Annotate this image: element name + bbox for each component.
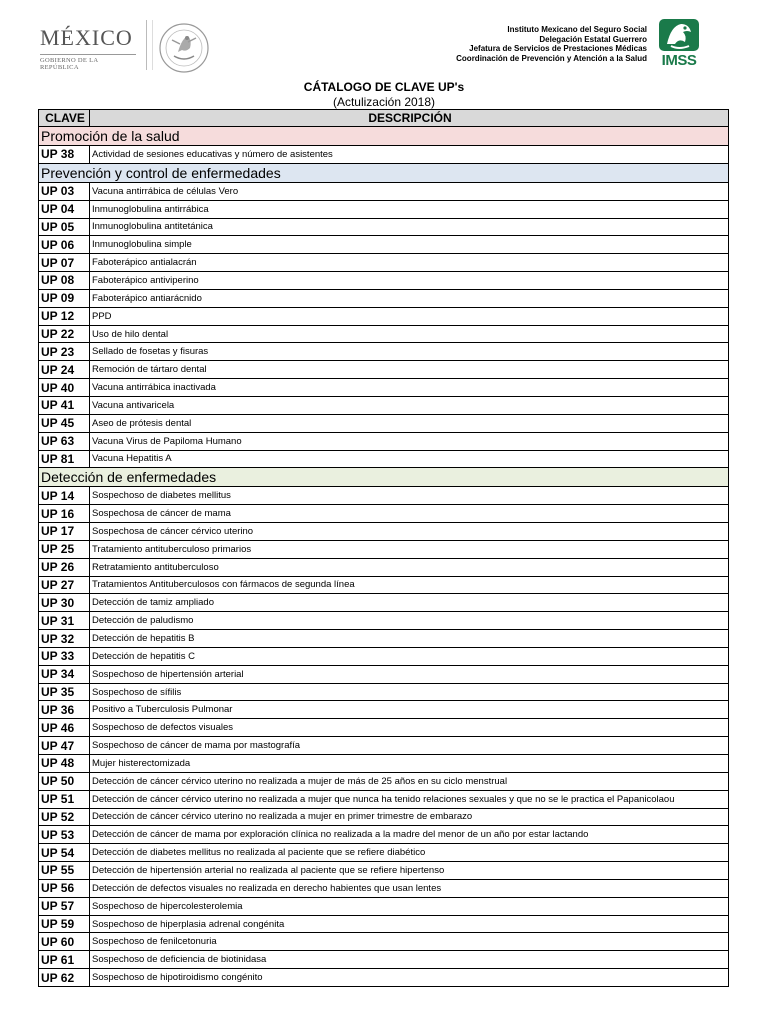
descripcion-cell: Faboterápico antialacrán [90,254,729,272]
descripcion-cell: Sospechoso de fenilcetonuria [90,933,729,951]
clave-cell: UP 17 [39,523,90,541]
clave-cell: UP 50 [39,772,90,790]
institute-line: Instituto Mexicano del Seguro Social [507,25,647,34]
clave-cell: UP 52 [39,808,90,826]
table-row [39,862,729,880]
descripcion-cell: Sospechoso de hipercolesterolemia [90,897,729,915]
table-row [39,808,729,826]
clave-cell: UP 47 [39,737,90,755]
clave-cell: UP 23 [39,343,90,361]
descripcion-cell: Detección de hepatitis B [90,630,729,648]
clave-cell: UP 25 [39,540,90,558]
descripcion-cell: Mujer histerectomizada [90,755,729,773]
clave-cell: UP 48 [39,755,90,773]
clave-cell: UP 12 [39,307,90,325]
mexico-wordmark: MÉXICO [40,25,133,50]
descripcion-cell: Detección de tamiz ampliado [90,594,729,612]
clave-cell: UP 30 [39,594,90,612]
table-body [39,127,729,987]
table-row [39,523,729,541]
table-row [39,701,729,719]
table-row [39,307,729,325]
clave-cell: UP 53 [39,826,90,844]
table-row [39,915,729,933]
descripcion-cell: Vacuna Hepatitis A [90,450,729,468]
table-row [39,379,729,397]
clave-cell: UP 54 [39,844,90,862]
descripcion-cell: Uso de hilo dental [90,325,729,343]
descripcion-cell: Sospechoso de cáncer de mama por mastografía [90,737,729,755]
institute-line: Coordinación de Prevención y Atención a la Salud [456,53,647,63]
clave-cell: UP 14 [39,487,90,505]
clave-cell: UP 41 [39,396,90,414]
descripcion-cell: Detección de cáncer cérvico uterino no realizada a mujer de más de 25 años en su ciclo menstrual [90,772,729,790]
table-row [39,755,729,773]
institute-line: Jefatura de Servicios de Prestaciones Médicas [469,44,647,53]
clave-cell: UP 56 [39,879,90,897]
table-row [39,343,729,361]
clave-cell: UP 40 [39,379,90,397]
table-row [39,647,729,665]
descripcion-cell: Vacuna antivaricela [90,396,729,414]
descripcion-cell: Tratamiento antituberculoso primarios [90,540,729,558]
descripcion-cell: Sospechoso de hiperplasia adrenal congénita [90,915,729,933]
institute-text-block [456,25,647,63]
clave-cell: UP 55 [39,862,90,880]
table-row [39,558,729,576]
table-row [39,254,729,272]
clave-cell: UP 62 [39,969,90,987]
gobierno-mexico-logo [40,26,136,71]
table-row [39,200,729,218]
table-row [39,826,729,844]
descripcion-cell: Inmunoglobulina simple [90,236,729,254]
descripcion-cell: Sospechosa de cáncer de mama [90,505,729,523]
clave-cell: UP 60 [39,933,90,951]
table-row [39,576,729,594]
descripcion-cell: Sospechoso de deficiencia de biotinidasa [90,951,729,969]
table-header-row [39,110,729,127]
descripcion-cell: Vacuna antirrábica inactivada [90,379,729,397]
descripcion-cell: Inmunoglobulina antitetánica [90,218,729,236]
clave-cell: UP 24 [39,361,90,379]
clave-cell: UP 38 [39,146,90,164]
mexico-subtitle: GOBIERNO DE LA REPÚBLICA [40,54,136,71]
table-row [39,487,729,505]
table-row [39,594,729,612]
descripcion-cell: Remoción de tártaro dental [90,361,729,379]
table-row [39,665,729,683]
clave-cell: UP 45 [39,414,90,432]
table-row [39,146,729,164]
descripcion-cell: Sospechoso de hipotiroidismo congénito [90,969,729,987]
section-header-row [39,163,729,182]
table-row [39,844,729,862]
clave-cell: UP 57 [39,897,90,915]
clave-cell: UP 61 [39,951,90,969]
document-title: CÁTALOGO DE CLAVE UP's [303,80,465,94]
table-row [39,737,729,755]
table-row [39,325,729,343]
descripcion-cell: Tratamientos Antituberculosos con fármacos de segunda línea [90,576,729,594]
table-row [39,414,729,432]
table-row [39,182,729,200]
clave-cell: UP 63 [39,432,90,450]
clave-cell: UP 08 [39,272,90,290]
table-row [39,772,729,790]
table-row [39,719,729,737]
clave-cell: UP 03 [39,182,90,200]
clave-cell: UP 09 [39,289,90,307]
descripcion-cell: Vacuna Virus de Papiloma Humano [90,432,729,450]
descripcion-cell: Sellado de fosetas y fisuras [90,343,729,361]
descripcion-cell: Retratamiento antituberculoso [90,558,729,576]
clave-cell: UP 27 [39,576,90,594]
descripcion-cell: Detección de cáncer cérvico uterino no realizada a mujer que nunca ha tenido relaciones sexuales y que no se le practica el Papanicolaou [90,790,729,808]
descripcion-cell: Aseo de prótesis dental [90,414,729,432]
table-row [39,505,729,523]
section-title: Prevención y control de enfermedades [39,163,729,182]
descripcion-cell: Detección de hipertensión arterial no realizada al paciente que se refiere hipertenso [90,862,729,880]
table-row [39,951,729,969]
clave-cell: UP 07 [39,254,90,272]
table-row [39,630,729,648]
header-divider [146,20,147,70]
clave-cell: UP 59 [39,915,90,933]
table-row [39,218,729,236]
descripcion-cell: PPD [90,307,729,325]
descripcion-cell: Actividad de sesiones educativas y número de asistentes [90,146,729,164]
clave-cell: UP 06 [39,236,90,254]
descripcion-cell: Faboterápico antiarácnido [90,289,729,307]
clave-cell: UP 46 [39,719,90,737]
table-row [39,683,729,701]
section-title: Detección de enfermedades [39,468,729,487]
national-seal-icon [158,22,210,74]
descripcion-cell: Detección de cáncer cérvico uterino no realizada a mujer en primer trimestre de embarazo [90,808,729,826]
descripcion-cell: Positivo a Tuberculosis Pulmonar [90,701,729,719]
table-row [39,450,729,468]
table-row [39,790,729,808]
section-header-row [39,127,729,146]
clave-cell: UP 36 [39,701,90,719]
catalog-table [38,109,729,987]
clave-cell: UP 05 [39,218,90,236]
column-header-clave: CLAVE [39,110,90,127]
descripcion-cell: Detección de paludismo [90,612,729,630]
clave-cell: UP 31 [39,612,90,630]
descripcion-cell: Faboterápico antiviperino [90,272,729,290]
table-row [39,540,729,558]
section-header-row [39,468,729,487]
imss-wordmark: IMSS [661,52,697,69]
header-divider-light [152,20,153,70]
table-row [39,933,729,951]
table-row [39,612,729,630]
descripcion-cell: Vacuna antirrábica de células Vero [90,182,729,200]
section-title: Promoción de la salud [39,127,729,146]
descripcion-cell: Sospechoso de defectos visuales [90,719,729,737]
clave-cell: UP 35 [39,683,90,701]
descripcion-cell: Detección de cáncer de mama por exploración clínica no realizada a la madre del menor de un año por estar lactando [90,826,729,844]
clave-cell: UP 32 [39,630,90,648]
table-row [39,361,729,379]
descripcion-cell: Detección de defectos visuales no realizada en derecho habientes que usan lentes [90,879,729,897]
descripcion-cell: Sospechoso de diabetes mellitus [90,487,729,505]
descripcion-cell: Sospechoso de sífilis [90,683,729,701]
clave-cell: UP 33 [39,647,90,665]
clave-cell: UP 34 [39,665,90,683]
document-subtitle: (Actulización 2018) [332,95,436,109]
clave-cell: UP 51 [39,790,90,808]
descripcion-cell: Sospechoso de hipertensión arterial [90,665,729,683]
table-row [39,236,729,254]
clave-cell: UP 26 [39,558,90,576]
clave-cell: UP 16 [39,505,90,523]
descripcion-cell: Detección de diabetes mellitus no realizada al paciente que se refiere diabético [90,844,729,862]
clave-cell: UP 04 [39,200,90,218]
table-row [39,879,729,897]
descripcion-cell: Sospechosa de cáncer cérvico uterino [90,523,729,541]
column-header-descripcion: DESCRIPCIÓN [90,110,729,127]
descripcion-cell: Inmunoglobulina antirrábica [90,200,729,218]
institute-line: Delegación Estatal Guerrero [539,34,647,44]
table-row [39,432,729,450]
descripcion-cell: Detección de hepatitis C [90,647,729,665]
table-row [39,897,729,915]
table-row [39,272,729,290]
table-row [39,396,729,414]
table-row [39,289,729,307]
clave-cell: UP 22 [39,325,90,343]
table-row [39,969,729,987]
page-header [0,0,768,80]
clave-cell: UP 81 [39,450,90,468]
